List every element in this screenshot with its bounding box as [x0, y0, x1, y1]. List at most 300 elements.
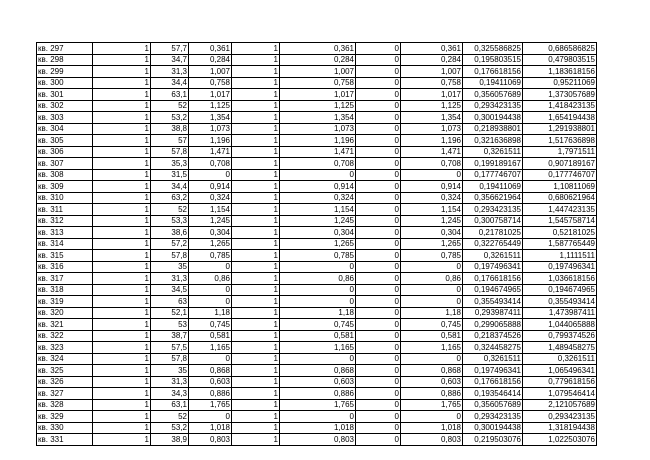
value-cell[interactable]: 2,121057689	[523, 399, 597, 411]
value-cell[interactable]: 34,7	[151, 54, 189, 66]
value-cell[interactable]: 0	[356, 296, 401, 308]
value-cell[interactable]: 1	[232, 261, 280, 273]
value-cell[interactable]: 1,196	[401, 135, 463, 147]
value-cell[interactable]: 1	[93, 330, 151, 342]
value-cell[interactable]: 0	[356, 169, 401, 181]
value-cell[interactable]: 35	[151, 261, 189, 273]
value-cell[interactable]: 1,489458275	[523, 342, 597, 354]
value-cell[interactable]: 1	[232, 434, 280, 446]
value-cell[interactable]: 1,044065888	[523, 319, 597, 331]
value-cell[interactable]: 38,8	[151, 123, 189, 135]
value-cell[interactable]: 1,587765449	[523, 238, 597, 250]
value-cell[interactable]: 0,914	[401, 181, 463, 193]
value-cell[interactable]: 57,7	[151, 43, 189, 55]
value-cell[interactable]: 0	[356, 399, 401, 411]
value-cell[interactable]: 0,322765449	[463, 238, 523, 250]
value-cell[interactable]: 0,603	[280, 376, 356, 388]
value-cell[interactable]: 1,154	[189, 204, 232, 216]
value-cell[interactable]: 1,765	[401, 399, 463, 411]
value-cell[interactable]: 0,907189167	[523, 158, 597, 170]
value-cell[interactable]: 1,1111511	[523, 250, 597, 262]
apartment-cell[interactable]: кв. 325	[37, 365, 93, 377]
value-cell[interactable]: 1,517636898	[523, 135, 597, 147]
value-cell[interactable]: 0,361	[189, 43, 232, 55]
value-cell[interactable]: 0	[356, 227, 401, 239]
apartment-cell[interactable]: кв. 330	[37, 422, 93, 434]
value-cell[interactable]: 0	[356, 146, 401, 158]
value-cell[interactable]: 0	[356, 342, 401, 354]
value-cell[interactable]: 38,6	[151, 227, 189, 239]
value-cell[interactable]: 0,19411069	[463, 181, 523, 193]
value-cell[interactable]: 0,3261511	[523, 353, 597, 365]
value-cell[interactable]: 31,3	[151, 376, 189, 388]
value-cell[interactable]: 0,803	[280, 434, 356, 446]
value-cell[interactable]: 0,868	[401, 365, 463, 377]
value-cell[interactable]: 0,177746707	[463, 169, 523, 181]
value-cell[interactable]: 1	[93, 215, 151, 227]
value-cell[interactable]: 1	[232, 192, 280, 204]
value-cell[interactable]: 1	[232, 54, 280, 66]
value-cell[interactable]: 38,7	[151, 330, 189, 342]
value-cell[interactable]: 63	[151, 296, 189, 308]
value-cell[interactable]: 1,265	[280, 238, 356, 250]
value-cell[interactable]: 0,86	[189, 273, 232, 285]
value-cell[interactable]: 1,354	[280, 112, 356, 124]
value-cell[interactable]: 1,265	[401, 238, 463, 250]
value-cell[interactable]: 0,785	[189, 250, 232, 262]
value-cell[interactable]: 0	[280, 296, 356, 308]
value-cell[interactable]: 1	[232, 238, 280, 250]
value-cell[interactable]: 1,018	[280, 422, 356, 434]
value-cell[interactable]: 0,176618156	[463, 66, 523, 78]
value-cell[interactable]: 0,886	[401, 388, 463, 400]
value-cell[interactable]: 0	[401, 353, 463, 365]
value-cell[interactable]: 0	[356, 54, 401, 66]
value-cell[interactable]: 1,079546414	[523, 388, 597, 400]
value-cell[interactable]: 1,125	[401, 100, 463, 112]
value-cell[interactable]: 0	[280, 169, 356, 181]
value-cell[interactable]: 0,745	[401, 319, 463, 331]
value-cell[interactable]: 1,447423135	[523, 204, 597, 216]
value-cell[interactable]: 1	[232, 422, 280, 434]
value-cell[interactable]: 1	[93, 238, 151, 250]
value-cell[interactable]: 0,886	[280, 388, 356, 400]
apartment-cell[interactable]: кв. 317	[37, 273, 93, 285]
value-cell[interactable]: 1,291938801	[523, 123, 597, 135]
value-cell[interactable]: 35	[151, 365, 189, 377]
value-cell[interactable]: 0	[189, 284, 232, 296]
value-cell[interactable]: 0,581	[280, 330, 356, 342]
value-cell[interactable]: 0	[356, 135, 401, 147]
value-cell[interactable]: 0,293423135	[523, 411, 597, 423]
apartment-cell[interactable]: кв. 326	[37, 376, 93, 388]
value-cell[interactable]: 0	[189, 296, 232, 308]
value-cell[interactable]: 0	[401, 261, 463, 273]
apartment-cell[interactable]: кв. 310	[37, 192, 93, 204]
value-cell[interactable]: 0,803	[401, 434, 463, 446]
value-cell[interactable]: 0,479803515	[523, 54, 597, 66]
value-cell[interactable]: 0,195803515	[463, 54, 523, 66]
apartment-cell[interactable]: кв. 308	[37, 169, 93, 181]
value-cell[interactable]: 1	[93, 227, 151, 239]
value-cell[interactable]: 34,4	[151, 77, 189, 89]
value-cell[interactable]: 1	[232, 399, 280, 411]
value-cell[interactable]: 0,19411069	[463, 77, 523, 89]
value-cell[interactable]: 1	[93, 112, 151, 124]
value-cell[interactable]: 0,293987411	[463, 307, 523, 319]
value-cell[interactable]: 0	[189, 411, 232, 423]
value-cell[interactable]: 1	[232, 330, 280, 342]
value-cell[interactable]: 1	[232, 43, 280, 55]
value-cell[interactable]: 1,007	[280, 66, 356, 78]
apartment-cell[interactable]: кв. 318	[37, 284, 93, 296]
value-cell[interactable]: 0,3261511	[463, 250, 523, 262]
value-cell[interactable]: 0,324	[189, 192, 232, 204]
value-cell[interactable]: 0	[280, 411, 356, 423]
value-cell[interactable]: 0	[356, 77, 401, 89]
value-cell[interactable]: 0,197496341	[523, 261, 597, 273]
value-cell[interactable]: 0,304	[280, 227, 356, 239]
value-cell[interactable]: 1	[93, 146, 151, 158]
value-cell[interactable]: 1	[93, 284, 151, 296]
value-cell[interactable]: 0	[356, 411, 401, 423]
apartment-cell[interactable]: кв. 327	[37, 388, 93, 400]
value-cell[interactable]: 0	[189, 353, 232, 365]
value-cell[interactable]: 0,3261511	[463, 146, 523, 158]
value-cell[interactable]: 38,9	[151, 434, 189, 446]
value-cell[interactable]: 0	[356, 238, 401, 250]
value-cell[interactable]: 1	[232, 353, 280, 365]
value-cell[interactable]: 1	[232, 112, 280, 124]
value-cell[interactable]: 1,471	[401, 146, 463, 158]
value-cell[interactable]: 0,193546414	[463, 388, 523, 400]
value-cell[interactable]: 1,125	[280, 100, 356, 112]
value-cell[interactable]: 0,197496341	[463, 365, 523, 377]
apartment-cell[interactable]: кв. 312	[37, 215, 93, 227]
value-cell[interactable]: 0	[356, 204, 401, 216]
value-cell[interactable]: 31,3	[151, 66, 189, 78]
value-cell[interactable]: 1,165	[189, 342, 232, 354]
value-cell[interactable]: 1,354	[189, 112, 232, 124]
value-cell[interactable]: 1,036618156	[523, 273, 597, 285]
value-cell[interactable]: 0,218374526	[463, 330, 523, 342]
value-cell[interactable]: 53	[151, 319, 189, 331]
value-cell[interactable]: 0	[356, 261, 401, 273]
value-cell[interactable]: 34,4	[151, 181, 189, 193]
value-cell[interactable]: 52	[151, 411, 189, 423]
value-cell[interactable]: 34,3	[151, 388, 189, 400]
value-cell[interactable]: 0	[356, 43, 401, 55]
value-cell[interactable]: 0,745	[189, 319, 232, 331]
value-cell[interactable]: 1	[232, 227, 280, 239]
value-cell[interactable]: 0,321636898	[463, 135, 523, 147]
value-cell[interactable]: 1	[93, 365, 151, 377]
value-cell[interactable]: 1	[93, 169, 151, 181]
value-cell[interactable]: 1,18	[189, 307, 232, 319]
value-cell[interactable]: 1	[232, 181, 280, 193]
value-cell[interactable]: 1	[93, 434, 151, 446]
value-cell[interactable]: 0,324458275	[463, 342, 523, 354]
value-cell[interactable]: 0	[356, 434, 401, 446]
value-cell[interactable]: 1	[232, 411, 280, 423]
value-cell[interactable]: 1	[232, 250, 280, 262]
apartment-cell[interactable]: кв. 297	[37, 43, 93, 55]
value-cell[interactable]: 0,356621964	[463, 192, 523, 204]
value-cell[interactable]: 0	[189, 169, 232, 181]
apartment-cell[interactable]: кв. 305	[37, 135, 93, 147]
value-cell[interactable]: 53,2	[151, 422, 189, 434]
value-cell[interactable]: 1,18	[401, 307, 463, 319]
value-cell[interactable]: 1,073	[401, 123, 463, 135]
value-cell[interactable]: 1	[93, 399, 151, 411]
value-cell[interactable]: 1,183618156	[523, 66, 597, 78]
apartment-cell[interactable]: кв. 314	[37, 238, 93, 250]
apartment-cell[interactable]: кв. 320	[37, 307, 93, 319]
value-cell[interactable]: 57,8	[151, 250, 189, 262]
value-cell[interactable]: 1	[93, 250, 151, 262]
value-cell[interactable]: 0,355493414	[523, 296, 597, 308]
value-cell[interactable]: 1	[93, 204, 151, 216]
apartment-cell[interactable]: кв. 301	[37, 89, 93, 101]
value-cell[interactable]: 0	[356, 273, 401, 285]
value-cell[interactable]: 0,868	[189, 365, 232, 377]
value-cell[interactable]: 1,471	[189, 146, 232, 158]
value-cell[interactable]: 0	[189, 261, 232, 273]
value-cell[interactable]: 0,708	[401, 158, 463, 170]
value-cell[interactable]: 0,603	[189, 376, 232, 388]
value-cell[interactable]: 0,177746707	[523, 169, 597, 181]
apartment-cell[interactable]: кв. 323	[37, 342, 93, 354]
value-cell[interactable]: 0	[401, 296, 463, 308]
value-cell[interactable]: 1,265	[189, 238, 232, 250]
value-cell[interactable]: 1	[232, 342, 280, 354]
value-cell[interactable]: 1,007	[401, 66, 463, 78]
value-cell[interactable]: 0	[356, 158, 401, 170]
value-cell[interactable]: 0,361	[401, 43, 463, 55]
value-cell[interactable]: 31,3	[151, 273, 189, 285]
value-cell[interactable]: 1,245	[401, 215, 463, 227]
value-cell[interactable]: 1	[232, 66, 280, 78]
value-cell[interactable]: 1,545758714	[523, 215, 597, 227]
value-cell[interactable]: 1	[93, 77, 151, 89]
value-cell[interactable]: 1,007	[189, 66, 232, 78]
value-cell[interactable]: 0,300194438	[463, 112, 523, 124]
value-cell[interactable]: 0,176618156	[463, 273, 523, 285]
value-cell[interactable]: 0	[356, 376, 401, 388]
value-cell[interactable]: 0,3261511	[463, 353, 523, 365]
value-cell[interactable]: 0,803	[189, 434, 232, 446]
value-cell[interactable]: 0,324	[280, 192, 356, 204]
value-cell[interactable]: 1	[232, 100, 280, 112]
value-cell[interactable]: 0,293423135	[463, 100, 523, 112]
value-cell[interactable]: 34,5	[151, 284, 189, 296]
value-cell[interactable]: 52,1	[151, 307, 189, 319]
apartment-cell[interactable]: кв. 302	[37, 100, 93, 112]
value-cell[interactable]: 1	[232, 376, 280, 388]
value-cell[interactable]: 1,318194438	[523, 422, 597, 434]
value-cell[interactable]: 1	[93, 342, 151, 354]
apartment-cell[interactable]: кв. 319	[37, 296, 93, 308]
value-cell[interactable]: 1,017	[280, 89, 356, 101]
value-cell[interactable]: 1	[232, 365, 280, 377]
value-cell[interactable]: 1,10811069	[523, 181, 597, 193]
value-cell[interactable]: 1	[93, 158, 151, 170]
value-cell[interactable]: 0,886	[189, 388, 232, 400]
value-cell[interactable]: 0	[401, 411, 463, 423]
value-cell[interactable]: 0,779618156	[523, 376, 597, 388]
value-cell[interactable]: 1	[232, 169, 280, 181]
value-cell[interactable]: 1	[93, 307, 151, 319]
value-cell[interactable]: 1	[232, 284, 280, 296]
value-cell[interactable]: 0,324	[401, 192, 463, 204]
value-cell[interactable]: 0,356057689	[463, 399, 523, 411]
value-cell[interactable]: 0	[356, 100, 401, 112]
apartment-cell[interactable]: кв. 309	[37, 181, 93, 193]
value-cell[interactable]: 1,654194438	[523, 112, 597, 124]
apartment-cell[interactable]: кв. 303	[37, 112, 93, 124]
value-cell[interactable]: 1	[232, 123, 280, 135]
value-cell[interactable]: 0	[356, 353, 401, 365]
value-cell[interactable]: 1,373057689	[523, 89, 597, 101]
value-cell[interactable]: 0,218938801	[463, 123, 523, 135]
value-cell[interactable]: 1,125	[189, 100, 232, 112]
value-cell[interactable]: 1,018	[189, 422, 232, 434]
value-cell[interactable]: 1	[93, 261, 151, 273]
value-cell[interactable]: 0,194674965	[523, 284, 597, 296]
value-cell[interactable]: 0,304	[189, 227, 232, 239]
value-cell[interactable]: 1	[93, 43, 151, 55]
value-cell[interactable]: 1,017	[189, 89, 232, 101]
value-cell[interactable]: 1	[232, 135, 280, 147]
value-cell[interactable]: 1,196	[189, 135, 232, 147]
value-cell[interactable]: 1	[93, 66, 151, 78]
value-cell[interactable]: 0,581	[401, 330, 463, 342]
value-cell[interactable]: 1	[93, 353, 151, 365]
value-cell[interactable]: 0,785	[401, 250, 463, 262]
apartment-cell[interactable]: кв. 300	[37, 77, 93, 89]
value-cell[interactable]: 1	[232, 146, 280, 158]
value-cell[interactable]: 1	[93, 135, 151, 147]
value-cell[interactable]: 1,471	[280, 146, 356, 158]
value-cell[interactable]: 0	[356, 319, 401, 331]
apartment-cell[interactable]: кв. 329	[37, 411, 93, 423]
value-cell[interactable]: 1,245	[280, 215, 356, 227]
apartment-cell[interactable]: кв. 321	[37, 319, 93, 331]
value-cell[interactable]: 1	[232, 77, 280, 89]
value-cell[interactable]: 0	[401, 169, 463, 181]
value-cell[interactable]: 0	[356, 66, 401, 78]
value-cell[interactable]: 57,5	[151, 342, 189, 354]
value-cell[interactable]: 0,745	[280, 319, 356, 331]
value-cell[interactable]: 0,581	[189, 330, 232, 342]
value-cell[interactable]: 0,284	[280, 54, 356, 66]
value-cell[interactable]: 1,765	[189, 399, 232, 411]
value-cell[interactable]: 0,199189167	[463, 158, 523, 170]
apartment-cell[interactable]: кв. 324	[37, 353, 93, 365]
value-cell[interactable]: 1	[232, 215, 280, 227]
value-cell[interactable]: 1,165	[401, 342, 463, 354]
value-cell[interactable]: 0,284	[189, 54, 232, 66]
apartment-cell[interactable]: кв. 315	[37, 250, 93, 262]
value-cell[interactable]: 1	[93, 89, 151, 101]
value-cell[interactable]: 0	[280, 353, 356, 365]
value-cell[interactable]: 1	[93, 192, 151, 204]
value-cell[interactable]: 1,154	[401, 204, 463, 216]
value-cell[interactable]: 1	[232, 296, 280, 308]
value-cell[interactable]: 0	[356, 215, 401, 227]
value-cell[interactable]: 53,3	[151, 215, 189, 227]
value-cell[interactable]: 0	[356, 284, 401, 296]
value-cell[interactable]: 0	[356, 123, 401, 135]
value-cell[interactable]: 0,868	[280, 365, 356, 377]
value-cell[interactable]: 0,293423135	[463, 411, 523, 423]
value-cell[interactable]: 0	[356, 422, 401, 434]
value-cell[interactable]: 1,354	[401, 112, 463, 124]
value-cell[interactable]: 1,073	[189, 123, 232, 135]
value-cell[interactable]: 0,95211069	[523, 77, 597, 89]
apartment-cell[interactable]: кв. 311	[37, 204, 93, 216]
value-cell[interactable]: 0,86	[280, 273, 356, 285]
apartment-cell[interactable]: кв. 306	[37, 146, 93, 158]
value-cell[interactable]: 1	[232, 89, 280, 101]
value-cell[interactable]: 0	[356, 250, 401, 262]
value-cell[interactable]: 0,914	[189, 181, 232, 193]
value-cell[interactable]: 1,018	[401, 422, 463, 434]
value-cell[interactable]: 0	[356, 192, 401, 204]
value-cell[interactable]: 0	[356, 112, 401, 124]
value-cell[interactable]: 1,765	[280, 399, 356, 411]
apartment-cell[interactable]: кв. 299	[37, 66, 93, 78]
value-cell[interactable]: 1	[232, 204, 280, 216]
apartment-cell[interactable]: кв. 322	[37, 330, 93, 342]
apartment-cell[interactable]: кв. 328	[37, 399, 93, 411]
value-cell[interactable]: 35,3	[151, 158, 189, 170]
value-cell[interactable]: 0,219503076	[463, 434, 523, 446]
value-cell[interactable]: 1,473987411	[523, 307, 597, 319]
value-cell[interactable]: 63,1	[151, 89, 189, 101]
value-cell[interactable]: 31,5	[151, 169, 189, 181]
value-cell[interactable]: 57,8	[151, 146, 189, 158]
value-cell[interactable]: 1,196	[280, 135, 356, 147]
value-cell[interactable]: 0,300758714	[463, 215, 523, 227]
value-cell[interactable]: 0,21781025	[463, 227, 523, 239]
value-cell[interactable]: 1,165	[280, 342, 356, 354]
value-cell[interactable]: 0,680621964	[523, 192, 597, 204]
value-cell[interactable]: 57	[151, 135, 189, 147]
value-cell[interactable]: 52	[151, 204, 189, 216]
value-cell[interactable]: 0	[280, 261, 356, 273]
value-cell[interactable]: 57,8	[151, 353, 189, 365]
value-cell[interactable]: 53,2	[151, 112, 189, 124]
value-cell[interactable]: 0,300194438	[463, 422, 523, 434]
value-cell[interactable]: 1	[232, 307, 280, 319]
value-cell[interactable]: 0	[356, 89, 401, 101]
value-cell[interactable]: 1	[93, 273, 151, 285]
value-cell[interactable]: 0,758	[189, 77, 232, 89]
value-cell[interactable]: 1	[232, 388, 280, 400]
value-cell[interactable]: 1,017	[401, 89, 463, 101]
value-cell[interactable]: 1	[232, 273, 280, 285]
value-cell[interactable]: 1	[93, 296, 151, 308]
apartment-cell[interactable]: кв. 304	[37, 123, 93, 135]
apartment-cell[interactable]: кв. 313	[37, 227, 93, 239]
value-cell[interactable]: 1,154	[280, 204, 356, 216]
value-cell[interactable]: 1	[93, 422, 151, 434]
value-cell[interactable]: 0	[356, 307, 401, 319]
value-cell[interactable]: 0,708	[280, 158, 356, 170]
value-cell[interactable]: 1,073	[280, 123, 356, 135]
value-cell[interactable]: 0,758	[280, 77, 356, 89]
